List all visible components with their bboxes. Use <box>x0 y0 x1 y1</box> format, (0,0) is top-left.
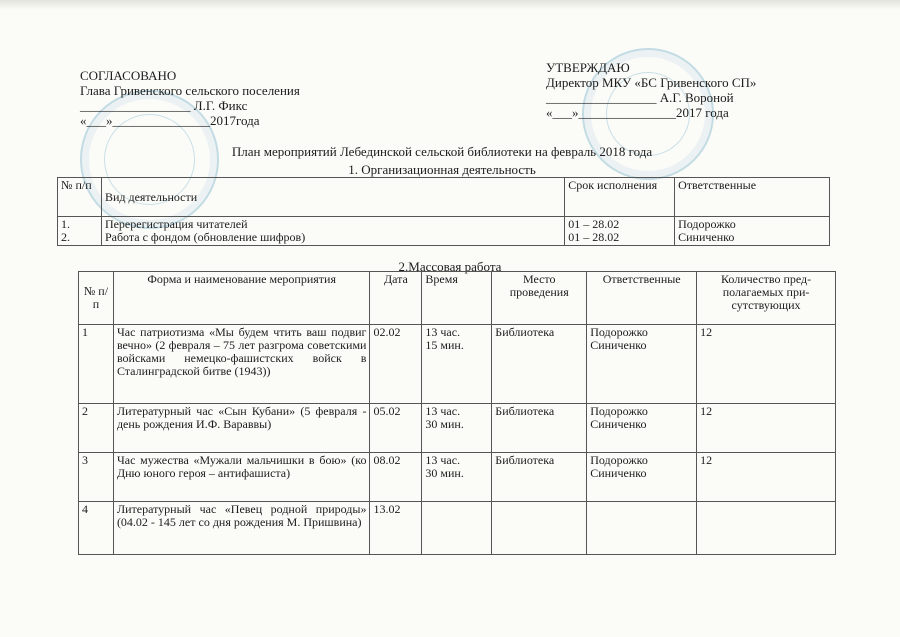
cell-num: 3 <box>79 453 114 502</box>
term-1: 01 – 28.02 <box>568 217 620 231</box>
cell-count: 12 <box>697 325 836 404</box>
cell-time <box>422 404 492 453</box>
cell-place: Библиотека <box>492 404 587 453</box>
cell-date: 13.02 <box>370 502 422 555</box>
count-header-line1: Количество пред- <box>720 272 812 286</box>
term-2: 01 – 28.02 <box>568 230 620 244</box>
agreed-date-line: «___»_______________2017года <box>80 113 260 128</box>
agreed-line1: Глава Гривенского сельского поселения <box>80 83 300 98</box>
row-num <box>58 217 102 246</box>
col-date-header: Дата <box>370 272 422 325</box>
cell-responsible <box>587 404 697 453</box>
time-minutes: 30 мин. <box>425 417 464 431</box>
cell-count: 12 <box>697 453 836 502</box>
table-header-row <box>79 272 836 325</box>
cell-count: 12 <box>697 404 836 453</box>
col-term-header: Срок исполнения <box>565 178 675 217</box>
cell-responsible <box>587 325 697 404</box>
col-time-header: Время <box>422 272 492 325</box>
cell-event: Час мужества «Мужали мальчишки в бою» (ко Дню юного героя – антифашиста) <box>113 453 370 502</box>
plan-title: План мероприятий Лебединской сельской библиотеки на февраль 2018 года <box>231 144 653 159</box>
table-header-row <box>58 178 830 217</box>
responsible-1: Подорожко <box>590 453 648 467</box>
row-responsible <box>675 217 830 246</box>
col-event-header: Форма и наименование мероприятия <box>113 272 370 325</box>
table-row <box>79 325 836 404</box>
cell-event: Литературный час «Сын Кубани» (5 февраля - день рождения И.Ф. Вараввы) <box>113 404 370 453</box>
agreed-signature-line: _________________ Л.Г. Фикс <box>80 98 248 113</box>
cell-date: 05.02 <box>370 404 422 453</box>
col-responsible-header: Ответственные <box>587 272 697 325</box>
cell-responsible <box>587 453 697 502</box>
col-num-header: № п/п <box>58 178 102 217</box>
approved-heading: УТВЕРЖДАЮ <box>546 60 630 75</box>
approved-signature-line: _________________ А.Г. Вороной <box>546 90 734 105</box>
table-row <box>79 502 836 555</box>
time-hours: 13 час. <box>425 325 461 339</box>
approved-date-line: «___»_______________2017 года <box>546 105 729 120</box>
responsible-1: Подорожко <box>590 404 648 418</box>
row-activity <box>101 217 564 246</box>
activity-2: Работа с фондом (обновление шифров) <box>104 230 306 244</box>
time-minutes: 30 мин. <box>425 466 464 480</box>
col-place-header: Место проведения <box>492 272 587 325</box>
cell-responsible <box>587 502 697 555</box>
col-activity-header: Вид деятельности <box>101 178 564 217</box>
time-minutes: 15 мин. <box>425 338 464 352</box>
row-term <box>565 217 675 246</box>
organizational-table <box>57 177 830 246</box>
cell-time <box>422 453 492 502</box>
time-hours: 13 час. <box>425 453 461 467</box>
responsible-2: Синиченко <box>590 466 647 480</box>
table-row <box>79 404 836 453</box>
cell-event: Час патриотизма «Мы будем чтить ваш подвиг вечно» (2 февраля – 75 лет разгрома советскими войсками немецко-фашистских войск в Сталинградской битве (1943)) <box>113 325 370 404</box>
cell-num: 2 <box>79 404 114 453</box>
col-count-header <box>697 272 836 325</box>
section1-title: 1. Организационная деятельность <box>348 162 536 177</box>
table-row <box>58 217 830 246</box>
responsible-1: Подорожко <box>590 325 648 339</box>
approved-block <box>546 60 756 120</box>
approved-line1: Директор МКУ «БС Гривенского СП» <box>546 75 757 90</box>
page-top-edge <box>0 0 900 10</box>
activity-1: Перерегистрация читателей <box>104 217 248 231</box>
count-header-line3: сутствующих <box>731 298 801 312</box>
time-hours: 13 час. <box>425 404 461 418</box>
cell-count <box>697 502 836 555</box>
responsible-2: Синиченко <box>590 417 647 431</box>
col-num-header: № п/п <box>79 272 114 325</box>
responsible-1: Подорожко <box>678 217 736 231</box>
section2-title: 2.Массовая работа <box>398 259 502 274</box>
row-num-2: 2. <box>61 230 70 244</box>
table-row <box>79 453 836 502</box>
cell-place: Библиотека <box>492 453 587 502</box>
cell-place <box>492 502 587 555</box>
cell-place: Библиотека <box>492 325 587 404</box>
cell-num: 4 <box>79 502 114 555</box>
cell-time <box>422 502 492 555</box>
col-responsible-header: Ответственные <box>675 178 830 217</box>
responsible-2: Синиченко <box>678 230 735 244</box>
cell-date: 08.02 <box>370 453 422 502</box>
agreed-block <box>80 68 300 128</box>
agreed-heading: СОГЛАСОВАНО <box>80 68 177 83</box>
cell-time <box>422 325 492 404</box>
responsible-2: Синиченко <box>590 338 647 352</box>
cell-event: Литературный час «Певец родной природы» (04.02 - 145 лет со дня рождения М. Пришвина) <box>113 502 370 555</box>
cell-num: 1 <box>79 325 114 404</box>
mass-work-table <box>78 271 836 555</box>
count-header-line2: полагаемых при- <box>722 285 810 299</box>
row-num-1: 1. <box>61 217 70 231</box>
cell-date: 02.02 <box>370 325 422 404</box>
